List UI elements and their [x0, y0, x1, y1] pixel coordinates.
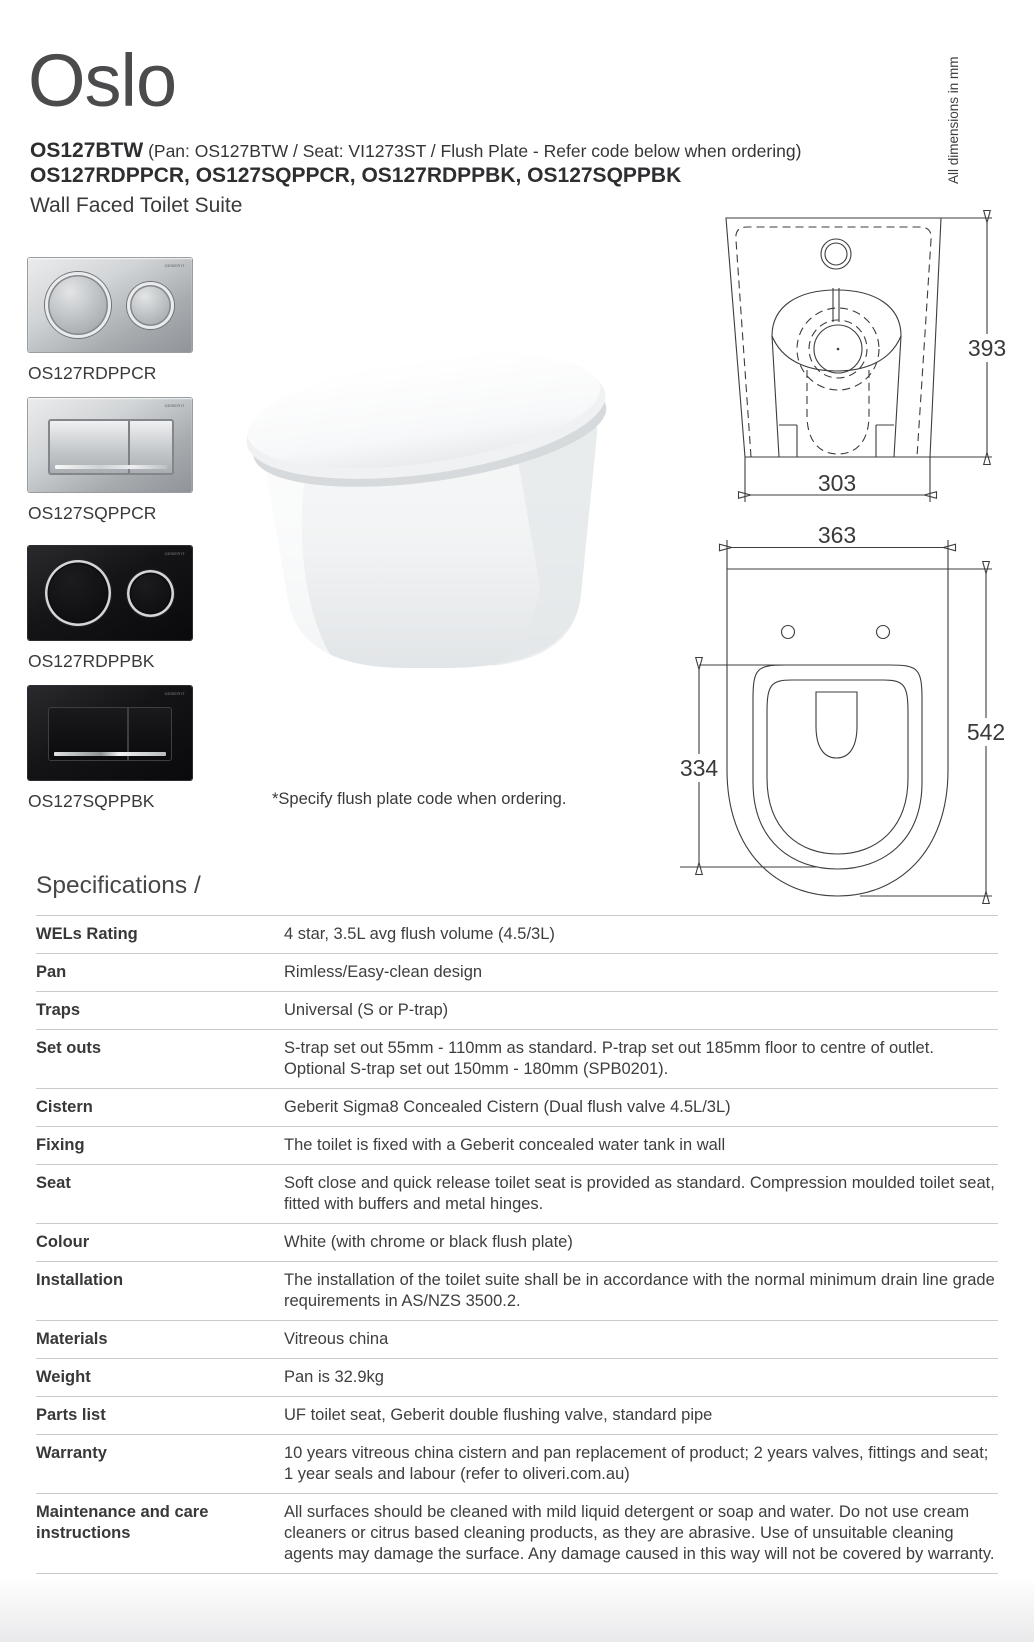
- table-row: [36, 1397, 998, 1435]
- geberit-brand-mark: GEBERIT: [164, 263, 185, 268]
- table-row: [36, 954, 998, 992]
- spec-label: Maintenance and care instructions: [36, 1503, 209, 1542]
- bowl-top-arc: [772, 290, 901, 336]
- spec-value: White (with chrome or black flush plate): [284, 1233, 573, 1251]
- table-row: [36, 1224, 998, 1262]
- spec-value: Vitreous china: [284, 1330, 389, 1348]
- variant-codes: OS127RDPPCR, OS127SQPPCR, OS127RDPPBK, OS127SQPPBK: [30, 164, 682, 187]
- table-row: [36, 1359, 998, 1397]
- geberit-brand-mark: GEBERIT: [164, 551, 185, 556]
- spec-label: Fixing: [36, 1136, 85, 1154]
- spec-value: Geberit Sigma8 Concealed Cistern (Dual flush valve 4.5L/3L): [284, 1098, 731, 1116]
- table-row: [36, 1165, 998, 1224]
- technical-drawing-top-view: [660, 520, 1020, 912]
- spec-label: Warranty: [36, 1444, 107, 1462]
- order-note: *Specify flush plate code when ordering.: [272, 790, 567, 808]
- table-row: [36, 1127, 998, 1165]
- flush-button-large: [45, 272, 111, 338]
- spec-value: Pan is 32.9kg: [284, 1368, 384, 1386]
- inlet-pipe: [833, 288, 839, 322]
- table-row: [36, 992, 998, 1030]
- flush-plate-card: [28, 686, 192, 812]
- inlet-hole-inner: [825, 243, 847, 265]
- fixing-hole-right: [877, 626, 890, 639]
- flush-plate-code: OS127SQPPBK: [28, 791, 155, 811]
- page-bottom-fade: [0, 1578, 1034, 1642]
- flush-button-frame: [48, 707, 172, 761]
- trap-capsule-dashed: [807, 370, 869, 454]
- spec-value: Universal (S or P-trap): [284, 1001, 449, 1019]
- table-row: [36, 1435, 998, 1494]
- spec-value: Soft close and quick release toilet seat is provided as standard. Compression moulded toilet seat, fitted with buffers and metal hinges.: [284, 1174, 995, 1213]
- seat-outline: [753, 665, 922, 869]
- water-area: [816, 692, 857, 758]
- table-row: [36, 1030, 998, 1089]
- product-photo-toilet: [205, 298, 635, 716]
- specifications-heading: Specifications /: [36, 872, 201, 899]
- spec-label: Seat: [36, 1174, 71, 1192]
- foot-notch-right: [876, 425, 894, 457]
- spec-value: The installation of the toilet suite shall be in accordance with the normal minimum drain line grade requirements in AS/NZS 3500.2.: [284, 1271, 995, 1310]
- bowl-front-rim: [772, 336, 901, 371]
- dimension-top-width: 363: [817, 522, 857, 548]
- outlet-centre-dot: [837, 348, 840, 351]
- pedestal-right-side: [894, 336, 901, 457]
- flush-plate-image-round-black: [28, 546, 192, 640]
- spec-label: Weight: [36, 1368, 91, 1386]
- flush-button-frame: [48, 419, 174, 475]
- spec-value: UF toilet seat, Geberit double flushing valve, standard pipe: [284, 1406, 713, 1424]
- foot-notch-left: [779, 425, 797, 457]
- chrome-strip: [54, 752, 166, 756]
- flush-plate-card: [28, 546, 192, 672]
- flush-button-small: [127, 282, 174, 329]
- spec-label: Cistern: [36, 1098, 93, 1116]
- spec-label: Materials: [36, 1330, 108, 1348]
- pan-inner-dashed: [736, 227, 931, 457]
- dimension-bowl-length: 334: [679, 755, 719, 781]
- flush-plate-card: [28, 398, 192, 524]
- table-row: [36, 1262, 998, 1321]
- product-subtitle: Wall Faced Toilet Suite: [30, 194, 243, 217]
- technical-drawing-rear-view: [690, 210, 1020, 510]
- page-title: Oslo: [28, 39, 177, 122]
- dimension-height: 393: [967, 335, 1007, 361]
- spec-label: WELs Rating: [36, 925, 138, 943]
- flush-plate-image-round-chrome: [28, 258, 192, 352]
- specifications-table: [36, 915, 998, 1574]
- spec-label: Parts list: [36, 1406, 106, 1424]
- product-code-line: [30, 139, 801, 163]
- spec-label: Set outs: [36, 1039, 102, 1057]
- table-row: [36, 1089, 998, 1127]
- flush-plate-code: OS127RDPPCR: [28, 363, 157, 383]
- dimension-depth: 542: [966, 719, 1006, 745]
- bowl-rim-outline: [767, 680, 908, 854]
- flush-plate-image-square-black: [28, 686, 192, 780]
- spec-label: Pan: [36, 963, 67, 981]
- table-row: [36, 916, 998, 954]
- spec-value: The toilet is fixed with a Geberit concealed water tank in wall: [284, 1136, 726, 1154]
- spec-value: 4 star, 3.5L avg flush volume (4.5/3L): [284, 925, 555, 943]
- flush-plate-code: OS127SQPPCR: [28, 503, 157, 523]
- chrome-strip: [55, 465, 167, 469]
- pan-outline: [726, 218, 941, 457]
- spec-label: Installation: [36, 1271, 124, 1289]
- product-code-detail: (Pan: OS127BTW / Seat: VI1273ST / Flush Plate - Refer code below when ordering): [143, 141, 802, 161]
- flush-button-large: [45, 560, 111, 626]
- primary-product-code: OS127BTW: [30, 139, 144, 162]
- spec-value: Rimless/Easy-clean design: [284, 963, 483, 981]
- spec-label: Colour: [36, 1233, 90, 1251]
- flush-plate-image-square-chrome: [28, 398, 192, 492]
- geberit-brand-mark: GEBERIT: [164, 403, 185, 408]
- dimension-width: 303: [817, 470, 857, 496]
- spec-value: S-trap set out 55mm - 110mm as standard. P-trap set out 185mm floor to centre of outlet. Optional S-trap set out 150mm - 180mm (SPB0201).: [284, 1039, 934, 1078]
- geberit-brand-mark: GEBERIT: [164, 691, 185, 696]
- table-row: [36, 1494, 998, 1574]
- spec-value: 10 years vitreous china cistern and pan replacement of product; 2 years valves, fittings and seat; 1 year seals and labour (refer to oliveri.com.au): [284, 1444, 989, 1483]
- pedestal-left-side: [772, 336, 779, 457]
- fixing-hole-left: [782, 626, 795, 639]
- spec-value: All surfaces should be cleaned with mild liquid detergent or soap and water. Do not use cream cleaners or citrus based cleaning products, as they are abrasive. Use of unsuitable cleaning agents may damage the surface. Any damage caused in this way will not be covered by warranty.: [284, 1503, 995, 1563]
- flush-plate-card: [28, 258, 192, 384]
- spec-label: Traps: [36, 1001, 81, 1019]
- flush-button-small: [127, 570, 174, 617]
- pan-top-outline: [727, 569, 948, 896]
- table-row: [36, 1321, 998, 1359]
- flush-plate-code: OS127RDPPBK: [28, 651, 155, 671]
- dimensions-note: All dimensions in mm: [946, 56, 961, 184]
